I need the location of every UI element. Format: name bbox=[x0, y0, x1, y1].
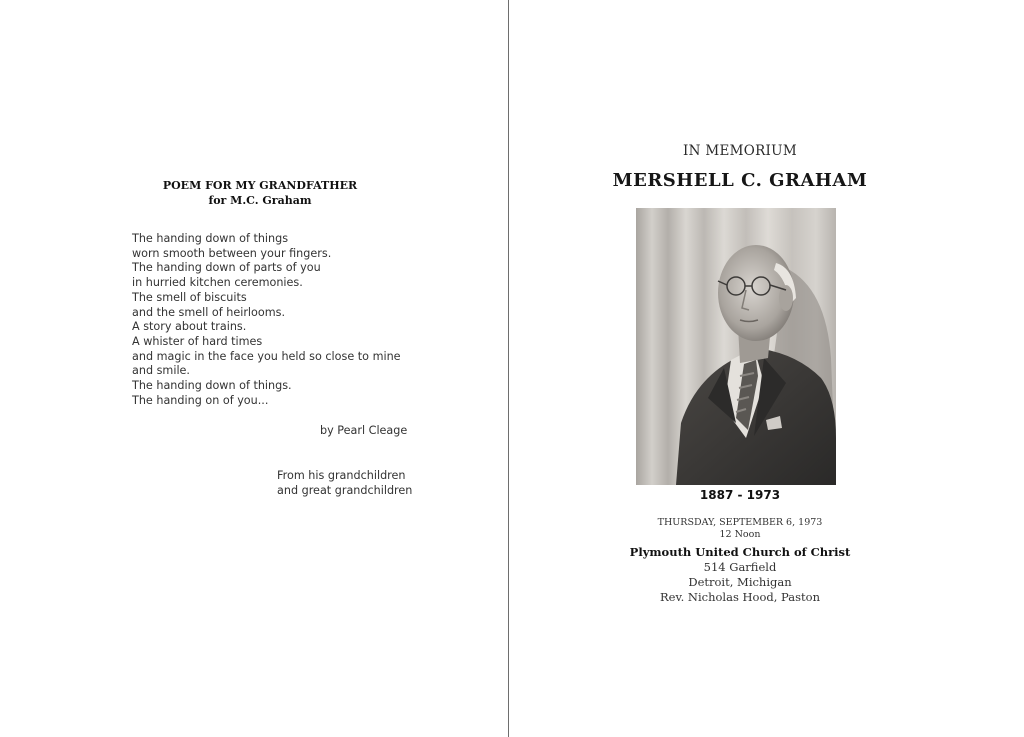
service-date-block bbox=[600, 517, 880, 541]
dedication-line: From his grandchildren bbox=[277, 469, 406, 482]
poem-line: The handing down of parts of you bbox=[132, 261, 321, 275]
poem-subtitle: for M.C. Graham bbox=[208, 194, 312, 207]
service-time: 12 Noon bbox=[719, 529, 761, 540]
poem-line: and smile. bbox=[132, 364, 190, 378]
poem-line: A story about trains. bbox=[132, 320, 247, 334]
poem-line: in hurried kitchen ceremonies. bbox=[132, 276, 303, 290]
dedication-line: and great grandchildren bbox=[277, 484, 413, 497]
poem-title: POEM FOR MY GRANDFATHER bbox=[162, 179, 358, 192]
church-pastor: Rev. Nicholas Hood, Paston bbox=[660, 590, 820, 604]
church-address: 514 Garfield bbox=[703, 560, 777, 574]
service-date: THURSDAY, SEPTEMBER 6, 1973 bbox=[657, 517, 823, 528]
deceased-name: MERSHELL C. GRAHAM bbox=[612, 170, 868, 191]
poem-line: A whister of hard times bbox=[132, 334, 263, 348]
poem-author: by Pearl Cleage bbox=[320, 424, 408, 437]
life-years: 1887 - 1973 bbox=[699, 488, 781, 502]
church-name: Plymouth United Church of Christ bbox=[629, 545, 851, 559]
church-block bbox=[600, 545, 880, 605]
memoriam-heading: IN MEMORIUM bbox=[682, 143, 797, 159]
poem-line: The smell of biscuits bbox=[132, 290, 247, 304]
poem-line: The handing down of things bbox=[132, 232, 289, 245]
poem-line: The handing on of you... bbox=[132, 393, 269, 407]
page-fold-divider bbox=[508, 0, 509, 737]
poem-line: and magic in the face you held so close to mine bbox=[132, 349, 401, 363]
poem-line: worn smooth between your fingers. bbox=[132, 246, 332, 260]
church-city: Detroit, Michigan bbox=[688, 575, 792, 589]
dedication bbox=[277, 468, 412, 498]
poem-body bbox=[132, 232, 452, 408]
portrait-photo bbox=[636, 208, 836, 485]
poem-title-block bbox=[130, 178, 390, 208]
poem-line: The handing down of things. bbox=[132, 379, 292, 393]
poem-line: and the smell of heirlooms. bbox=[132, 305, 286, 319]
